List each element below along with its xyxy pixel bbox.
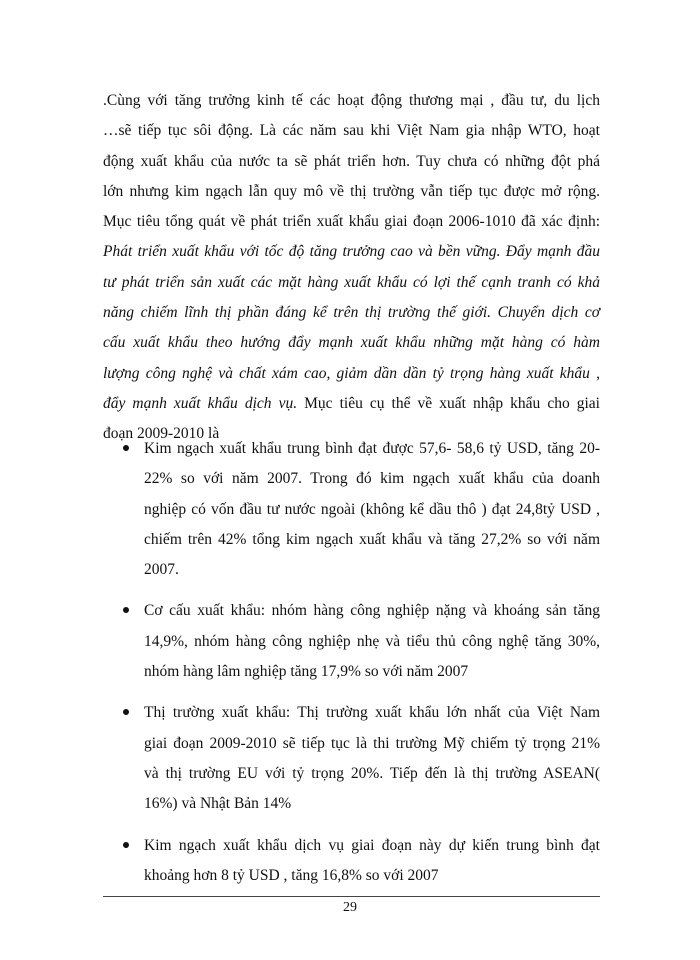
- list-item-line: Kim ngạch xuất khẩu trung bình đạt được 57,6- 58,6 tỷ USD, tăng 20-: [144, 440, 600, 457]
- goal-intro: Mục tiêu cụ thể về xuất nhập khẩu cho giai: [297, 394, 600, 412]
- list-item-line: 2007.: [144, 561, 179, 579]
- list-item: [103, 596, 600, 687]
- list-item-line: Cơ cấu xuất khẩu: nhóm hàng công nghiệp nặng và khoáng sản tăng: [144, 602, 600, 620]
- list-item: [103, 434, 600, 585]
- list-item-line: 14,9%, nhóm hàng công nghiệp nhẹ và tiểu thủ công nghệ tăng 30%,: [144, 632, 600, 650]
- paragraph-line: …sẽ tiếp tục sôi động. Là các năm sau khi Việt Nam gia nhập WTO, hoạt: [103, 122, 600, 140]
- list-item-line: giai đoạn 2009-2010 sẽ tiếp tục là thi trường Mỹ chiếm tỷ trọng 21%: [144, 734, 600, 752]
- list-item-line: Thị trường xuất khẩu: Thị trường xuất khẩu lớn nhất của Việt Nam: [144, 704, 600, 722]
- body-paragraph: [103, 86, 600, 450]
- list-item-body: [144, 434, 600, 585]
- list-item: [103, 831, 600, 892]
- bullet-dot-icon: [123, 842, 129, 848]
- list-item-line: 22% so với năm 2007. Trong đó kim ngạch xuất khẩu của doanh: [144, 470, 600, 488]
- list-item: [103, 698, 600, 819]
- list-item-line: và thị trường EU với tỷ trọng 20%. Tiếp đến là thị trường ASEAN(: [144, 764, 600, 782]
- page-number: 29: [343, 900, 357, 915]
- paragraph-line: Mục tiêu tổng quát về phát triển xuất khẩu giai đoạn 2006-1010 đã xác định:: [103, 213, 600, 231]
- list-item-line: chiếm trên 42% tổng kim ngạch xuất khẩu và tăng 27,2% so với năm: [144, 530, 600, 548]
- italic-quote-line: Phát triển xuất khẩu với tốc độ tăng trưởng cao và bền vững. Đẩy mạnh đầu: [103, 243, 600, 261]
- paragraph-line: động xuất khẩu của nước ta sẽ phát triển hơn. Tuy chưa có những đột phá: [103, 152, 600, 170]
- list-item-line: nghiệp có vốn đầu tư nước ngoài (không kể dầu thô ) đạt 24,8tỷ USD ,: [144, 500, 600, 518]
- bullet-dot-icon: [123, 445, 129, 451]
- italic-quote-line: cấu xuất khẩu theo hướng đẩy mạnh xuất khẩu những mặt hàng có hàm: [103, 334, 600, 352]
- list-item-line: khoảng hơn 8 tỷ USD , tăng 16,8% so với 2007: [144, 866, 439, 884]
- paragraph-last-line: đoạn 2009-2010 là: [103, 425, 220, 443]
- italic-quote-line: năng chiếm lĩnh thị phần đáng kể trên thị trường thế giới. Chuyển dịch cơ: [103, 304, 600, 322]
- list-item-line: 16%) và Nhật Bản 14%: [144, 795, 292, 813]
- bullet-dot-icon: [123, 607, 129, 613]
- list-item-body: [144, 831, 600, 892]
- italic-quote-line: lượng công nghệ và chất xám cao, giảm dần dần tỷ trọng hàng xuất khẩu ,: [103, 364, 600, 382]
- italic-quote-line: tư phát triển sản xuất các mặt hàng xuất khẩu có lợi thế cạnh tranh có khả: [103, 273, 600, 291]
- bullet-dot-icon: [123, 709, 129, 715]
- paragraph-line: lớn nhưng kim ngạch lẫn quy mô về thị trường vẫn tiếp tục được mở rộng.: [103, 182, 600, 200]
- italic-quote-end: đẩy mạnh xuất khẩu dịch vụ.: [103, 394, 298, 412]
- list-item-body: [144, 698, 600, 819]
- list-item-line: nhóm hàng lâm nghiệp tăng 17,9% so với năm 2007: [144, 663, 469, 681]
- footer-divider: [103, 896, 600, 897]
- bullet-list: [103, 434, 600, 891]
- list-item-body: [144, 596, 600, 687]
- mixed-line: [103, 389, 600, 419]
- paragraph-line: .Cùng với tăng trưởng kinh tế các hoạt động thương mại , đầu tư, du lịch: [103, 92, 600, 109]
- list-item-line: Kim ngạch xuất khẩu dịch vụ giai đoạn này dự kiến trung bình đạt: [144, 836, 600, 854]
